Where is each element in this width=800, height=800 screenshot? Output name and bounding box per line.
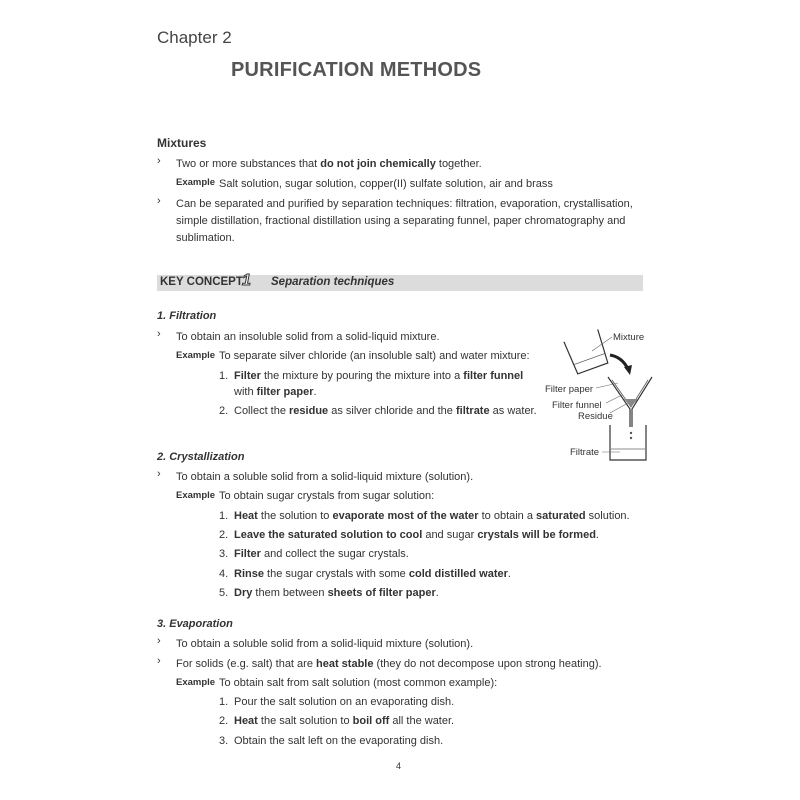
text: Collect the — [234, 405, 290, 417]
bold-text: Leave the saturated solution to cool — [234, 529, 423, 541]
bullet-icon: › — [157, 655, 161, 667]
mixtures-bullet-2: Can be separated and purified by separation techniques: filtration, evaporation, crystallisation, simple distillation, fractional distillation using a separating funnel, paper chromatography and sublimation. — [176, 198, 633, 244]
bold-text: sheets of filter paper — [327, 587, 436, 599]
bold-text: filter funnel — [463, 370, 524, 382]
text: . — [313, 386, 317, 398]
evaporation-bullet-1: To obtain a soluble solid from a solid-liquid mixture (solution). — [176, 638, 474, 650]
evaporation-step-3-text: Obtain the salt left on the evaporating dish. — [234, 735, 444, 747]
evaporation-step-2-text — [234, 714, 454, 728]
filtration-diagram — [540, 325, 655, 465]
bold-text: Heat — [234, 715, 258, 727]
text: as silver chloride and the — [328, 405, 456, 417]
crystallization-step-1 — [219, 509, 228, 523]
bold-text: do not join chemically — [320, 158, 436, 170]
bold-text: Filter — [234, 370, 261, 382]
step-number: 3. — [219, 735, 229, 747]
text: as water. — [489, 405, 537, 417]
text: them between — [252, 587, 328, 599]
label-filtrate: Filtrate — [570, 447, 600, 458]
crystallization-heading: 2. Crystallization — [157, 451, 245, 463]
filtration-step-2 — [219, 404, 228, 418]
example-label: Example — [176, 350, 216, 361]
crystallization-step-3 — [219, 547, 228, 561]
chapter-label: Chapter 2 — [157, 28, 232, 47]
evaporation-example-text: To obtain salt from salt solution (most common example): — [219, 677, 498, 689]
mixtures-bullet-1 — [176, 157, 482, 171]
crystallization-step-3-text — [234, 547, 409, 561]
evaporation-heading: 3. Evaporation — [157, 618, 233, 630]
filtration-step-1-text — [234, 369, 523, 383]
key-concept-label: KEY CONCEPT — [160, 276, 243, 288]
text: to obtain a — [478, 510, 537, 522]
bold-text: Dry — [234, 587, 253, 599]
step-number: 1. — [219, 696, 229, 708]
text: and collect the sugar crystals. — [260, 548, 409, 560]
bold-text: evaporate most of the water — [332, 510, 479, 522]
text: the mixture by pouring the mixture into a — [260, 370, 464, 382]
step-number: 1. — [219, 510, 229, 522]
bold-text: cold distilled water — [408, 568, 508, 580]
step-number: 2. — [219, 715, 229, 727]
key-concept-number: 1 — [242, 272, 251, 289]
text: . — [435, 587, 439, 599]
bold-text: heat stable — [316, 658, 374, 670]
example-label: Example — [176, 490, 216, 501]
text: the sugar crystals with some — [263, 568, 409, 580]
bullet-icon: › — [157, 155, 161, 167]
bold-text: residue — [289, 405, 329, 417]
filtration-step-2-text — [234, 404, 537, 418]
crystallization-step-1-text — [234, 509, 630, 523]
bold-text: saturated — [536, 510, 586, 522]
bold-text: Heat — [234, 510, 258, 522]
text: and sugar — [422, 529, 478, 541]
crystallization-step-5-text — [234, 586, 439, 600]
beaker — [610, 425, 646, 460]
step-number: 2. — [219, 405, 229, 417]
bold-text: Rinse — [234, 568, 264, 580]
step-number: 2. — [219, 529, 229, 541]
label-filter-funnel: Filter funnel — [552, 400, 602, 411]
text: . — [507, 568, 511, 580]
tilted-beaker — [564, 329, 610, 374]
evaporation-step-3 — [219, 734, 228, 748]
example-label: Example — [176, 677, 216, 688]
crystallization-step-4-text — [234, 567, 511, 581]
evaporation-step-2 — [219, 714, 228, 728]
crystallization-step-5 — [219, 586, 228, 600]
filtration-bullet-1: To obtain an insoluble solid from a solid-liquid mixture. — [176, 331, 440, 343]
page-title: PURIFICATION METHODS — [231, 59, 482, 81]
text: (they do not decompose upon strong heating). — [373, 658, 602, 670]
evaporation-step-1-text: Pour the salt solution on an evaporating dish. — [234, 696, 455, 708]
crystallization-example-text: To obtain sugar crystals from sugar solution: — [219, 490, 435, 502]
key-concept-title: Separation techniques — [271, 276, 395, 288]
mixtures-example-text: Salt solution, sugar solution, copper(II) sulfate solution, air and brass — [219, 178, 553, 190]
step-number: 5. — [219, 587, 229, 599]
crystallization-bullet-1: To obtain a soluble solid from a solid-liquid mixture (solution). — [176, 471, 474, 483]
filtration-example-text: To separate silver chloride (an insoluble salt) and water mixture: — [219, 350, 530, 362]
bold-text: filtrate — [455, 405, 490, 417]
bullet-icon: › — [157, 328, 161, 340]
filtration-step-1 — [219, 369, 228, 383]
bold-text: filter paper — [256, 386, 314, 398]
evaporation-step-1 — [219, 695, 228, 709]
step-number: 4. — [219, 568, 229, 580]
text: solution. — [585, 510, 630, 522]
step-number: 1. — [219, 370, 229, 382]
mixtures-heading: Mixtures — [157, 136, 207, 150]
text: the solution to — [257, 510, 333, 522]
crystallization-step-2 — [219, 528, 228, 542]
label-residue: Residue — [578, 411, 613, 422]
bullet-icon: › — [157, 195, 161, 207]
text: Two or more substances that — [176, 158, 321, 170]
text: For solids (e.g. salt) that are — [176, 658, 316, 670]
text: all the water. — [389, 715, 455, 727]
filtration-heading: 1. Filtration — [157, 310, 217, 322]
evaporation-bullet-2 — [176, 657, 602, 671]
text: with — [234, 386, 257, 398]
text: together. — [435, 158, 482, 170]
bold-text: crystals will be formed — [477, 529, 596, 541]
crystallization-step-2-text — [234, 528, 599, 542]
crystallization-step-4 — [219, 567, 228, 581]
bullet-icon: › — [157, 635, 161, 647]
label-filter-paper: Filter paper — [545, 384, 594, 395]
label-mixture: Mixture — [613, 332, 645, 343]
example-label: Example — [176, 177, 216, 188]
bold-text: boil off — [352, 715, 390, 727]
page-number: 4 — [396, 761, 402, 771]
step-number: 3. — [219, 548, 229, 560]
bold-text: Filter — [234, 548, 261, 560]
bullet-icon: › — [157, 468, 161, 480]
text: the salt solution to — [257, 715, 353, 727]
text: . — [595, 529, 599, 541]
filtration-step-1-cont — [234, 385, 317, 399]
